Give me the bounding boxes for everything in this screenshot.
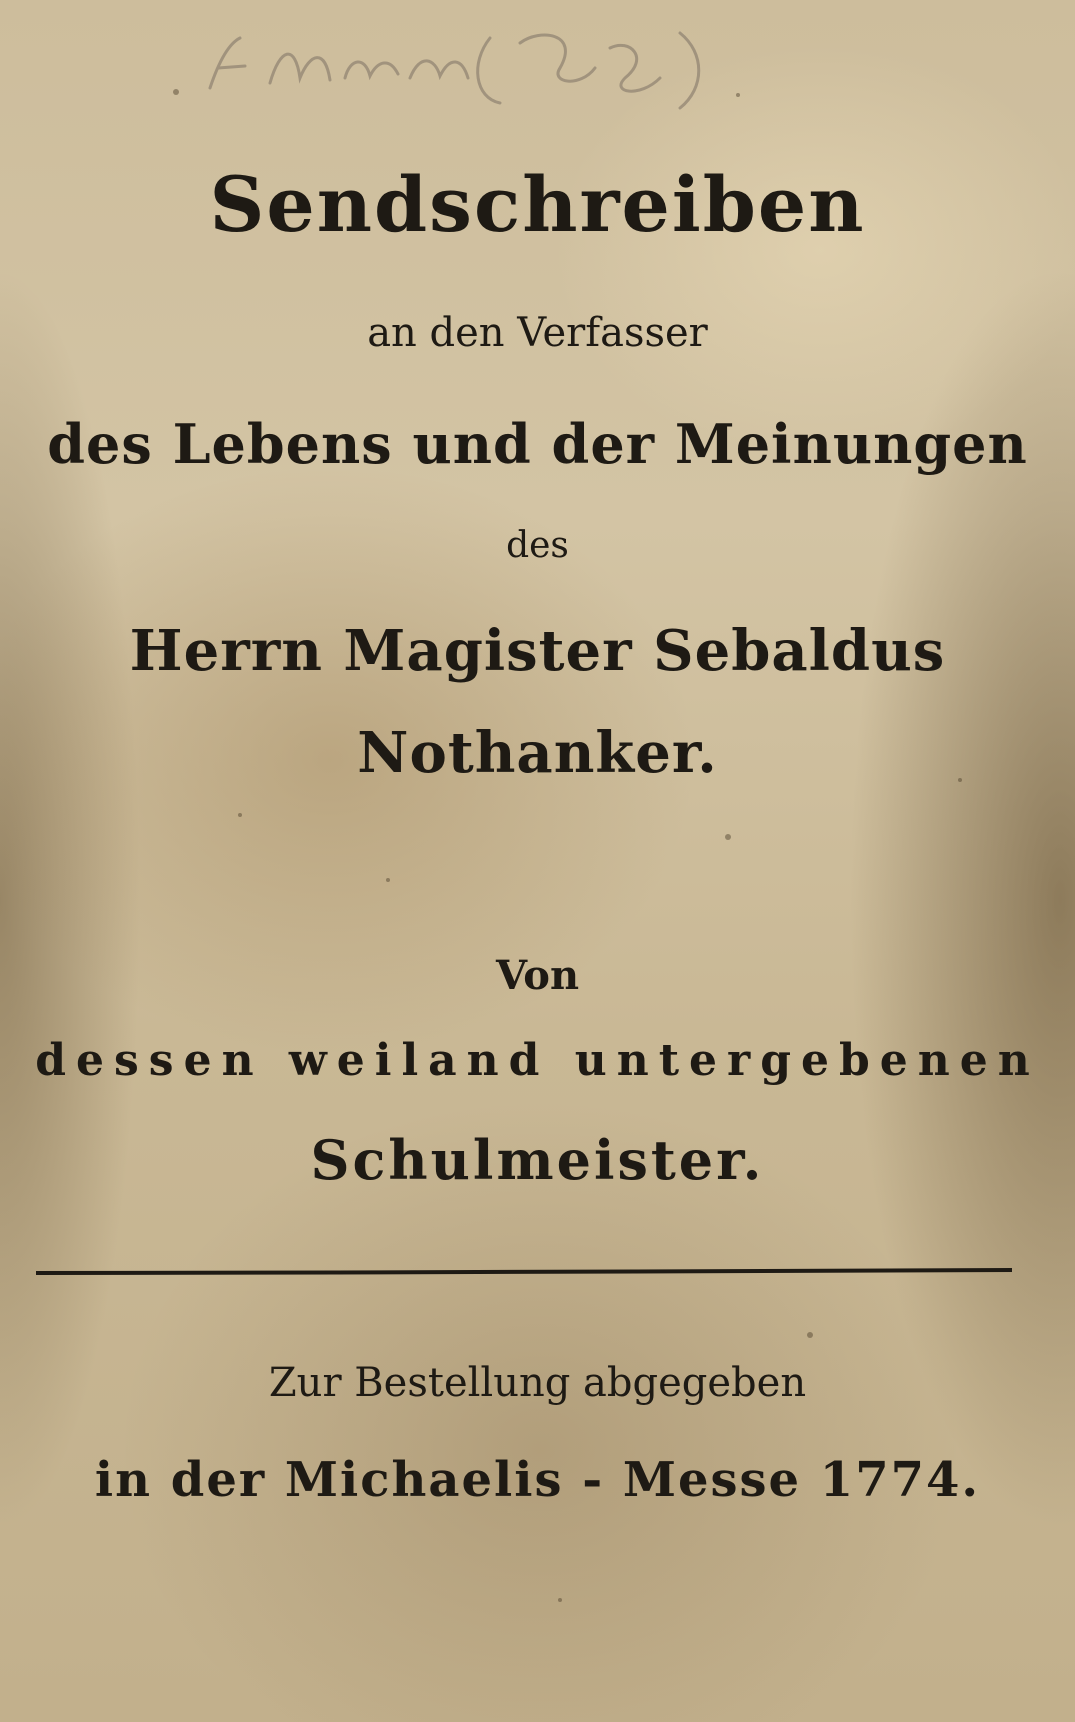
subtitle-line-3: des xyxy=(506,525,569,566)
author-line-2: Schulmeister. xyxy=(310,1128,765,1192)
subtitle-line-5: Nothanker. xyxy=(357,720,718,786)
subtitle-line-1: an den Verfasser xyxy=(367,310,708,356)
handwritten-ownership-note xyxy=(200,8,740,118)
author-intro: Von xyxy=(495,952,580,999)
subtitle-line-2: des Lebens und der Meinungen xyxy=(47,412,1028,476)
imprint-line-1: Zur Bestellung abgegeben xyxy=(268,1360,807,1406)
imprint-line-2: in der Michaelis - Messe 1774. xyxy=(94,1452,981,1508)
book-title: Sendschreiben xyxy=(209,160,866,249)
author-line-1: dessen weiland untergebenen xyxy=(35,1035,1040,1086)
horizontal-rule xyxy=(36,1268,1012,1276)
subtitle-line-4: Herrn Magister Sebaldus xyxy=(129,618,946,684)
